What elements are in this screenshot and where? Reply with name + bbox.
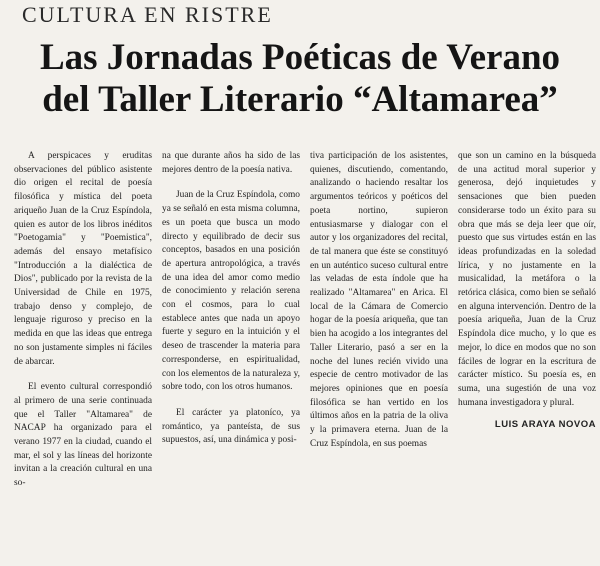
article-column-3 [310, 150, 448, 564]
section-label: CULTURA EN RISTRE [22, 2, 273, 27]
headline-line-1: Las Jornadas Poéticas de Verano [39, 37, 561, 78]
article-column-4 [458, 150, 596, 564]
paragraph: que son un camino en la búsqueda de una actitud moral superior y generosa, dejó inquietudes y sensaciones que bien pueden considerarse todo un éxito para su obra que más se deja leer que oír, puesto que sus virtudes están en las ideas profundizadas en la soledad lírica, y no justamente en la musicalidad, la metáfora o la retórica clásica, como bien se señaló en alguna intervención. Dentro de la poesía ariqueña, Juan de la Cruz Espíndola dice mucho, y lo que es mejor, lo dice en modos que no son fáciles de lograr en la escritura de carácter místico. Su poesía es, en suma, una sugestión de una voz humana investigadora y plural. [458, 151, 596, 408]
paragraph: A perspicaces y eruditas observaciones del público asistente dio origen el recital de poesía filosófica y mística del poeta ariqueño Juan de la Cruz Espíndola, quien es autor de los libros inéditos "Poetogamia" y "Poemistica", además del ensayo metafísico "Introducción a la dialéctica de Dios", publicado por la revista de la Universidad de Chile en 1975, trabajo denso y complejo, de lenguaje riguroso y preciso en la medida en que las ideas que entrega no son justamente simples ni fáciles de abarcar. [14, 151, 152, 367]
author-byline: LUIS ARAYA NOVOA [494, 419, 596, 431]
paragraph: Juan de la Cruz Espíndola, como ya se señaló en esta misma columna, es un poeta que busca un modo directo y equilibrado de decir sus conceptos, basados en una posición de apertura antropológica, a través de una idea del amor como medio de conocimiento y relación serena con el cosmos, para lo cual establece antes que nada un apoyo fuerte y seguro en la intuición y el deseo de trascender la materia para corresponderse, en espiritualidad, con los elementos de la naturaleza y, sobre todo, con los otros humanos. [162, 190, 300, 393]
paragraph: tiva participación de los asistentes, quienes, discutiendo, comentando, analizando o haciendo resaltar los argumentos teóricos y poéticos del poeta nortino, supieron entusiasmarse y dialogar con el autor y los organizadores del recital, de tal manera que éste se constituyó en un auténtico suceso cultural entre las veladas de esta índole que ha realizado "Altamarea" en Arica. El local de la Cámara de Comercio hogar de la poesía ariqueña, que tan bien ha acogido a los integrantes del Taller Literario, pasó a ser en la noche del lunes recién vivido una especie de centro motivador de las mejores opiniones que en poesía filosófica se han vertido en los últimos años en la patria de la oliva y la primavera eterna. Juan de la Cruz Espíndola, en sus poemas [310, 151, 448, 449]
headline-line-2: del Taller Literario “Altamarea” [42, 79, 558, 120]
article-column-2 [162, 150, 300, 564]
article-column-1 [14, 150, 152, 564]
paragraph: na que durante años ha sido de las mejores dentro de la poesía nativa. [162, 151, 300, 175]
paragraph: El carácter ya platoníco, ya romántico, ya panteísta, de sus supuestos, así, una dinámica y posi- [162, 407, 300, 446]
paragraph: El evento cultural correspondió al primero de una serie continuada que el Taller "Altamarea" de NACAP ha organizado para el verano 1977 en la ciudad, cuando el mar, el sol y las líneas del horizonte invitan a la creación cultural en una so- [14, 382, 152, 489]
article-columns [14, 150, 596, 564]
